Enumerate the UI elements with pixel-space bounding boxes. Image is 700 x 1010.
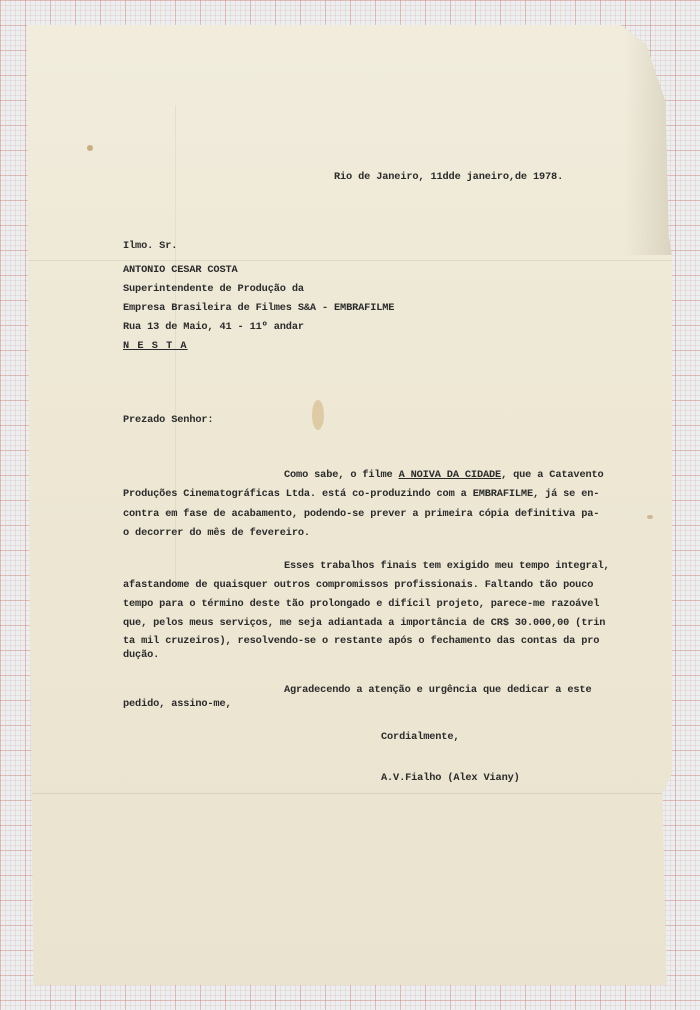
closing: Cordialmente,: [381, 731, 460, 743]
signature: A.V.Fialho (Alex Viany): [381, 772, 520, 784]
date-line: Rio de Janeiro, 11dde janeiro,de 1978.: [334, 171, 564, 183]
stain: [312, 400, 324, 430]
recipient-company: Empresa Brasileira de Filmes S&A - EMBRAFILME: [123, 302, 395, 314]
paragraph1-line3: contra em fase de acabamento, podendo-se prever a primeira cópia definitiva pa-: [123, 508, 600, 520]
stain: [87, 145, 93, 151]
fold-line: [27, 793, 672, 794]
greeting: Prezado Senhor:: [123, 414, 214, 426]
paragraph2-line2: afastandome de quaisquer outros compromissos profissionais. Faltando tão pouco: [123, 579, 594, 591]
letter-paper: [27, 25, 672, 985]
paragraph2-line4: que, pelos meus serviços, me seja adiantada a importância de CR$ 30.000,00 (trin: [123, 617, 606, 629]
paragraph1-suffix: , que a Catavento: [501, 469, 604, 481]
film-title: A NOIVA DA CIDADE: [398, 469, 502, 481]
fold-line: [27, 260, 672, 261]
paragraph2-line5: ta mil cruzeiros), resolvendo-se o restante após o fechamento das contas da pro: [123, 635, 600, 647]
paragraph1-line4: o decorrer do mês de fevereiro.: [123, 527, 310, 539]
paragraph3-line2: pedido, assino-me,: [123, 698, 232, 710]
salutation-title: Ilmo. Sr.: [123, 240, 178, 252]
paragraph2-line1: Esses trabalhos finais tem exigido meu tempo integral,: [284, 560, 610, 572]
paragraph2-line3: tempo para o término deste tão prolongado e difícil projeto, parece-me razoável: [123, 598, 600, 610]
recipient-address: Rua 13 de Maio, 41 - 11º andar: [123, 321, 304, 333]
paragraph1-line2: Produções Cinematográficas Ltda. está co-produzindo com a EMBRAFILME, já se en-: [123, 488, 600, 500]
paper-shadow: [624, 25, 672, 255]
paragraph1-prefix: Como sabe, o filme: [284, 469, 399, 481]
stain: [647, 515, 653, 519]
paragraph2-line6: dução.: [123, 649, 160, 661]
recipient-location: N E S T A: [123, 340, 188, 352]
paragraph3-line1: Agradecendo a atenção e urgência que dedicar a este: [284, 684, 592, 696]
recipient-name: ANTONIO CESAR COSTA: [123, 264, 238, 276]
recipient-position: Superintendente de Produção da: [123, 283, 304, 295]
paragraph1-line1: [284, 468, 604, 482]
